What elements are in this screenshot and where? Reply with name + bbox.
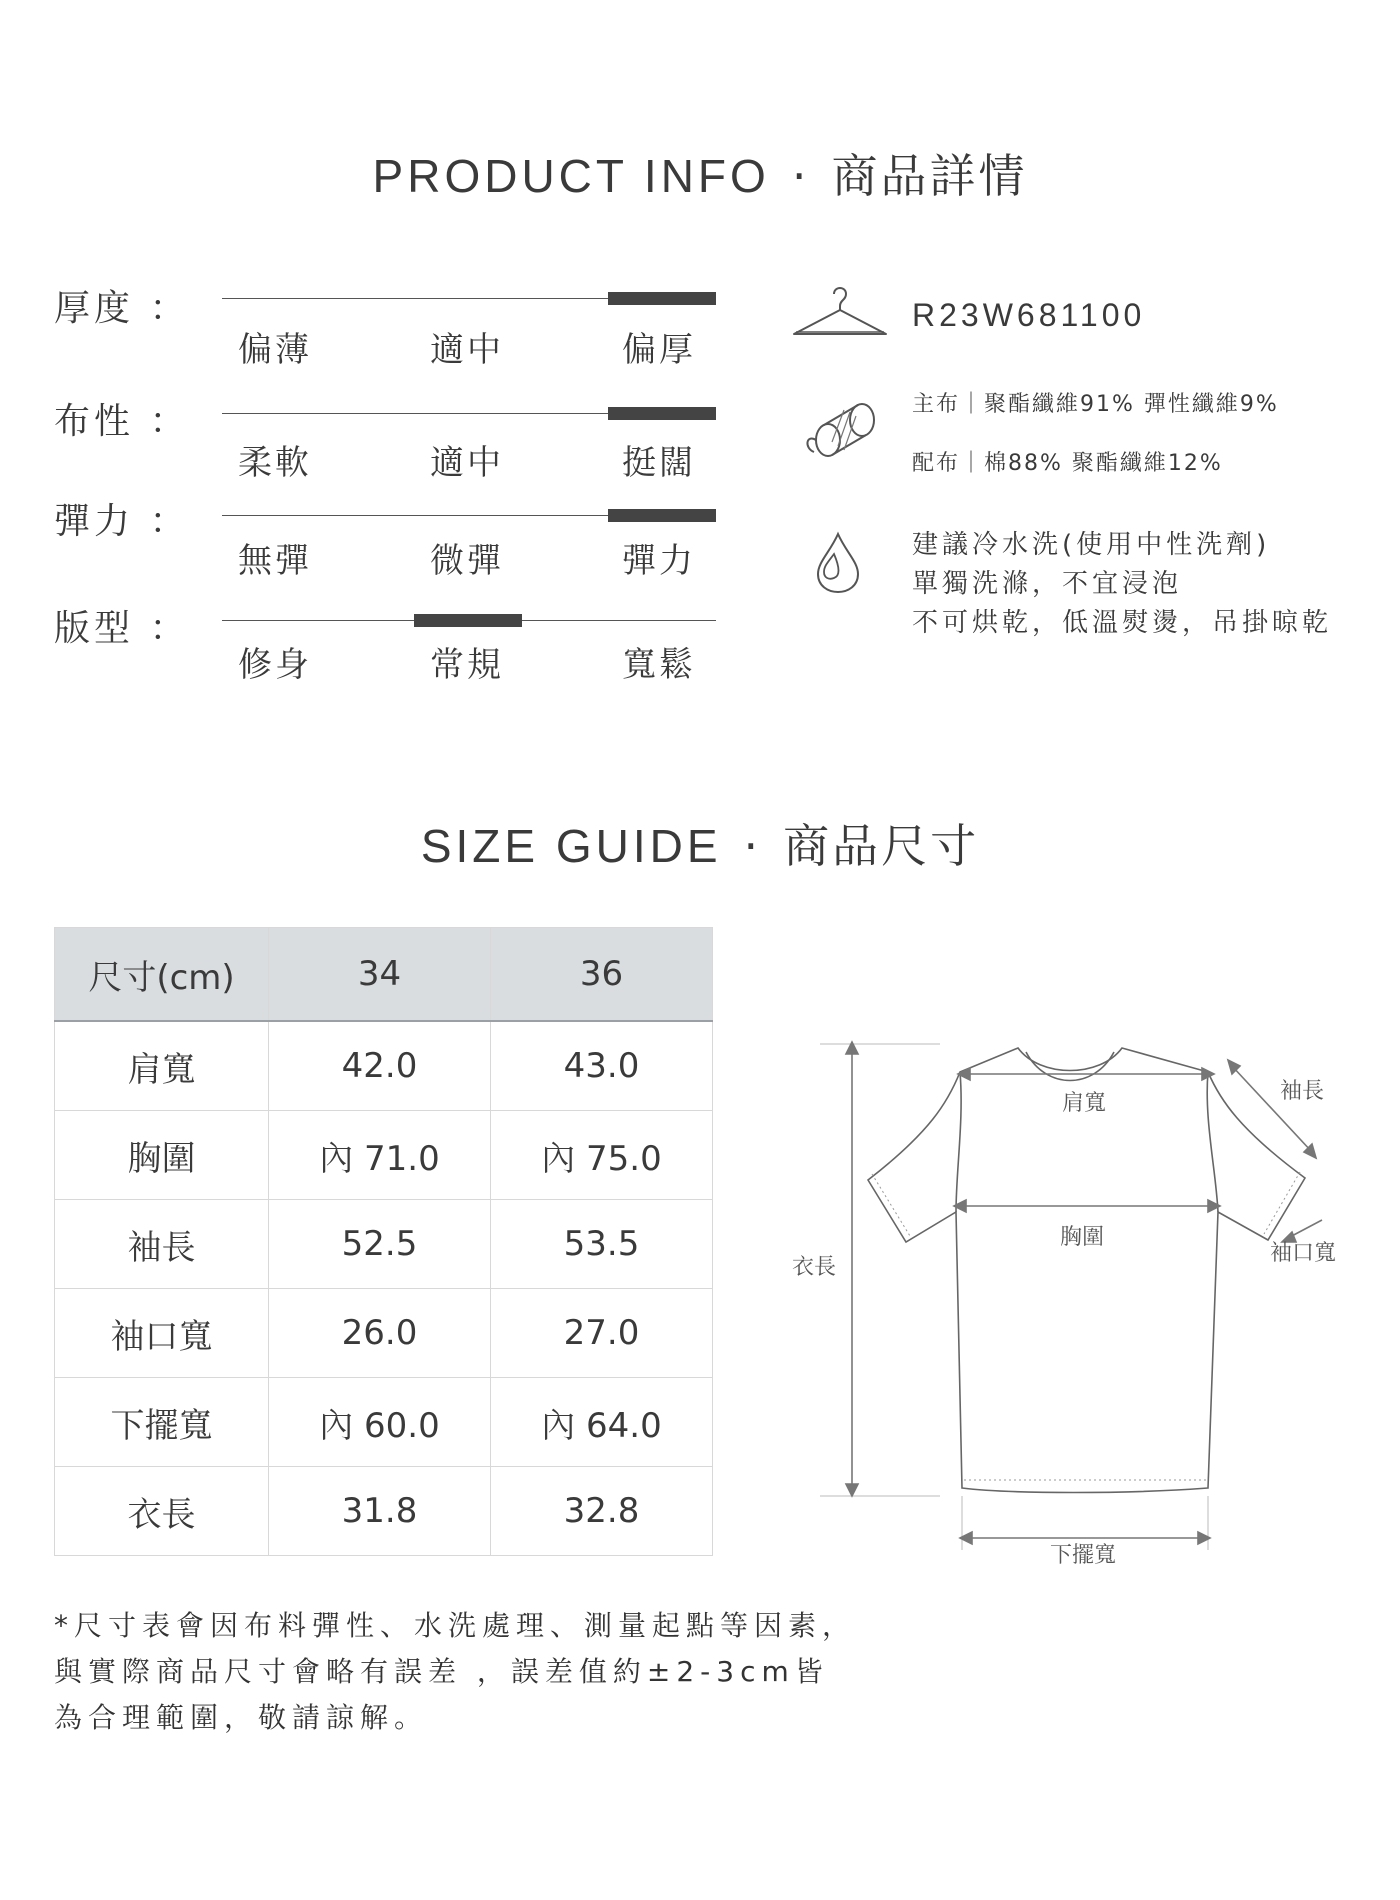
diagram-label-hem: 下擺寬 xyxy=(1050,1543,1117,1568)
attribute-track xyxy=(222,413,716,414)
table-cell: 32.8 xyxy=(491,1467,713,1556)
table-row xyxy=(55,1021,713,1111)
size-table xyxy=(54,927,713,1556)
table-cell: 衣長 xyxy=(55,1467,269,1556)
size-guide-title-en: SIZE GUIDE xyxy=(420,820,722,872)
fabric-main: 主布｜聚酯纖維91% 彈性纖維9% xyxy=(912,392,1279,417)
table-header-cell: 尺寸(cm) xyxy=(55,928,269,1022)
diagram-label-chest: 胸圍 xyxy=(1060,1225,1105,1250)
care-line: 單獨洗滌，不宜浸泡 xyxy=(912,569,1183,599)
table-cell: 27.0 xyxy=(491,1289,713,1378)
attribute-option: 彈力 xyxy=(622,541,696,581)
table-cell: 43.0 xyxy=(491,1021,713,1111)
attribute-option: 適中 xyxy=(430,443,504,483)
hanger-icon xyxy=(790,280,890,342)
table-cell: 下擺寬 xyxy=(55,1378,269,1467)
product-info-title-zh: 商品詳情 xyxy=(831,149,1028,203)
thread-spool-icon xyxy=(800,396,880,466)
attribute-option: 柔軟 xyxy=(238,443,312,483)
attribute-option: 無彈 xyxy=(238,541,312,581)
attribute-marker xyxy=(608,292,716,305)
table-row xyxy=(55,1200,713,1289)
product-info-title-en: PRODUCT INFO xyxy=(372,150,770,202)
table-cell: 胸圍 xyxy=(55,1111,269,1200)
diagram-label-sleeve-length: 袖長 xyxy=(1280,1079,1325,1104)
table-header-row xyxy=(55,928,713,1022)
attribute-option: 偏厚 xyxy=(622,330,696,370)
water-drop-icon xyxy=(810,530,866,596)
attribute-option: 挺闊 xyxy=(622,443,696,483)
diagram-label-shoulder: 肩寬 xyxy=(1062,1091,1107,1116)
attribute-track xyxy=(222,515,716,516)
product-info-title xyxy=(0,140,1400,206)
table-row xyxy=(55,1378,713,1467)
attribute-label: 布性 ： xyxy=(54,401,190,442)
diagram-label-length: 衣長 xyxy=(792,1255,837,1280)
attribute-marker xyxy=(414,614,522,627)
attribute-track xyxy=(222,620,716,621)
note-line: 與實際商品尺寸會略有誤差 ，誤差值約±2-3cm皆 xyxy=(54,1655,829,1688)
title-separator: · xyxy=(743,819,762,873)
table-row xyxy=(55,1467,713,1556)
size-note xyxy=(54,1603,856,1741)
attribute-option: 微彈 xyxy=(430,541,504,581)
table-cell: 袖口寬 xyxy=(55,1289,269,1378)
attribute-option: 寬鬆 xyxy=(622,645,696,685)
attribute-option: 常規 xyxy=(430,645,504,685)
attribute-marker xyxy=(608,407,716,420)
fabric-sub: 配布｜棉88% 聚酯纖維12% xyxy=(912,451,1223,476)
attribute-label: 版型 ： xyxy=(54,608,190,649)
table-cell: 31.8 xyxy=(269,1467,491,1556)
attribute-marker xyxy=(608,509,716,522)
size-guide-title xyxy=(0,810,1400,876)
attribute-option: 適中 xyxy=(430,330,504,370)
table-row xyxy=(55,1289,713,1378)
table-cell: 肩寬 xyxy=(55,1021,269,1111)
table-header-cell: 36 xyxy=(491,928,713,1022)
table-cell: 42.0 xyxy=(269,1021,491,1111)
table-cell: 26.0 xyxy=(269,1289,491,1378)
care-instructions xyxy=(912,526,1332,643)
attribute-option: 偏薄 xyxy=(238,330,312,370)
table-cell: 內 71.0 xyxy=(269,1111,491,1200)
table-row xyxy=(55,1111,713,1200)
table-cell: 袖長 xyxy=(55,1200,269,1289)
care-line: 不可烘乾，低溫熨燙，吊掛晾乾 xyxy=(912,608,1333,638)
care-line: 建議冷水洗(使用中性洗劑) xyxy=(912,530,1271,560)
table-header-cell: 34 xyxy=(269,928,491,1022)
size-guide-title-zh: 商品尺寸 xyxy=(783,819,980,873)
attribute-option: 修身 xyxy=(238,645,312,685)
note-line: 為合理範圍，敬請諒解。 xyxy=(54,1701,429,1734)
title-separator: · xyxy=(791,149,810,203)
table-cell: 內 75.0 xyxy=(491,1111,713,1200)
attribute-label: 彈力 ： xyxy=(54,501,190,542)
table-cell: 53.5 xyxy=(491,1200,713,1289)
table-cell: 內 60.0 xyxy=(269,1378,491,1467)
table-cell: 52.5 xyxy=(269,1200,491,1289)
diagram-label-cuff: 袖口寬 xyxy=(1270,1241,1337,1266)
attribute-label: 厚度 ： xyxy=(54,288,190,329)
product-code: R23W681100 xyxy=(912,297,1146,333)
table-cell: 內 64.0 xyxy=(491,1378,713,1467)
attribute-track xyxy=(222,298,716,299)
note-line: *尺寸表會因布料彈性、水洗處理、測量起點等因素， xyxy=(54,1609,857,1642)
